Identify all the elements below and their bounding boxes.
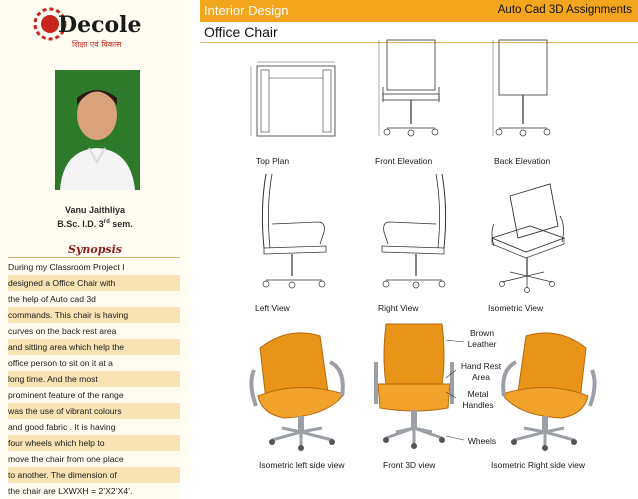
page-title: Office Chair — [204, 24, 278, 40]
caption-isometric-view: Isometric View — [488, 303, 544, 313]
logo-tagline: शिक्षा एवं विकास — [72, 40, 122, 49]
header-title: Interior Design — [204, 3, 289, 18]
synopsis-divider — [8, 257, 180, 258]
synopsis-line: and sitting area which help the — [8, 339, 180, 355]
synopsis-line: the help of Auto cad 3d — [8, 291, 180, 307]
synopsis-line: to another. The dimension of — [8, 467, 180, 483]
label-metal-handles: Metal Handles — [462, 389, 494, 410]
decole-logo — [32, 2, 152, 54]
annotation-arrows — [440, 330, 470, 450]
caption-back-elevation: Back Elevation — [494, 156, 551, 166]
caption-front-3d: Front 3D view — [383, 460, 436, 470]
label-brown-leather: Brown Leather — [467, 328, 497, 349]
synopsis-line: curves on the back rest area — [8, 323, 180, 339]
isometric-view-drawing — [480, 176, 575, 296]
logo-text: Decole — [58, 12, 142, 38]
caption-right-view: Right View — [378, 303, 419, 313]
student-name: Vanu Jaithliya — [64, 205, 126, 215]
synopsis-line: long time. And the most — [8, 371, 180, 387]
label-wheels: Wheels — [467, 436, 497, 446]
student-photo — [55, 70, 140, 190]
synopsis-text — [8, 259, 180, 499]
student-course: B.Sc. I.D. 3rd sem. — [57, 219, 133, 229]
front-elevation-drawing — [375, 32, 445, 147]
synopsis-line: office person to sit on it at a — [8, 355, 180, 371]
caption-top-plan: Top Plan — [256, 156, 290, 166]
top-plan-drawing — [245, 58, 345, 148]
sidebar — [0, 0, 190, 496]
synopsis-line: was the use of vibrant colours — [8, 403, 180, 419]
header-assignment: Auto Cad 3D Assignments — [497, 4, 632, 16]
label-hand-rest: Hand Rest Area — [460, 361, 502, 382]
synopsis-line: commands. This chair is having — [8, 307, 180, 323]
synopsis-line: and good fabric . It is having — [8, 419, 180, 435]
caption-iso-right: Isometric Right side view — [491, 460, 586, 470]
isometric-left-render — [248, 318, 358, 453]
synopsis-line: four wheels which help to — [8, 435, 180, 451]
caption-left-view: Left View — [255, 303, 290, 313]
synopsis-line: During my Classroom Project I — [8, 259, 180, 275]
synopsis-line: designed a Office Chair with — [8, 275, 180, 291]
caption-iso-left: Isometric left side view — [259, 460, 345, 470]
isometric-right-render — [488, 318, 598, 453]
synopsis-title: Synopsis — [68, 243, 122, 256]
synopsis-line: move the chair from one place — [8, 451, 180, 467]
left-view-drawing — [248, 168, 338, 298]
synopsis-line: prominent feature of the range — [8, 387, 180, 403]
right-view-drawing — [370, 168, 460, 298]
synopsis-line: the chair are LXWXH = 2’X2’X4’. — [8, 483, 180, 499]
caption-front-elevation: Front Elevation — [375, 156, 433, 166]
header-bar — [200, 0, 638, 22]
back-elevation-drawing — [485, 32, 560, 147]
